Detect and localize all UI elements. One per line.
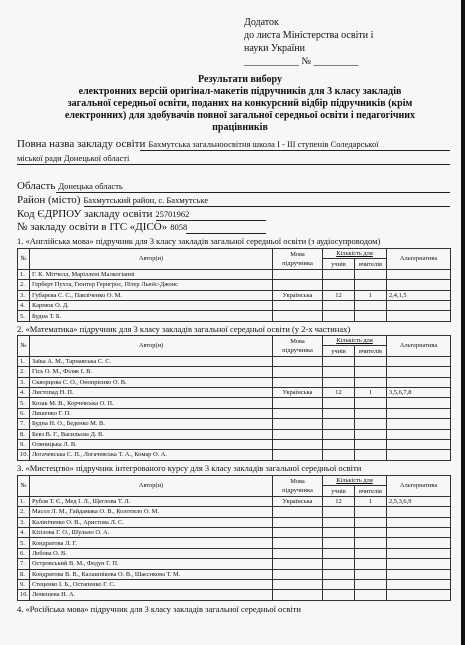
region-value: Донецька область	[58, 181, 123, 191]
title-line: загальної середньої освіти, поданих на конкурсний відбір підручників (крім	[67, 98, 413, 109]
row-number: 7.	[18, 559, 30, 569]
row-lang	[273, 450, 323, 460]
row-author: Рубля Т. Є., Мед І. Л., Щеглова Т. Л.	[30, 496, 273, 506]
row-teachers	[355, 439, 387, 449]
row-alt	[387, 590, 451, 600]
row-teachers	[355, 507, 387, 517]
row-number: 6.	[18, 408, 30, 418]
col-pupils: учнів	[323, 486, 355, 496]
table-row	[18, 450, 451, 460]
row-lang	[273, 419, 323, 429]
col-alternative: Альтернатива	[387, 476, 451, 497]
row-lang: Українська	[273, 496, 323, 506]
table-row	[18, 290, 451, 300]
row-alt	[387, 398, 451, 408]
row-author: Лобова О. В.	[30, 548, 273, 558]
row-number: 10.	[18, 450, 30, 460]
section-4-title: 4. «Російська мова» підручник для 3 класу закладів загальної середньої освіти	[17, 604, 301, 614]
table-row	[18, 439, 451, 449]
row-lang	[273, 538, 323, 548]
row-teachers	[355, 300, 387, 310]
row-author: Г. К. Мітчелл, Маріллені Малкогіанні	[30, 269, 273, 279]
row-alt	[387, 356, 451, 366]
section-1-table	[17, 248, 451, 322]
scan-edge	[461, 0, 465, 645]
row-pupils	[323, 356, 355, 366]
row-pupils	[323, 269, 355, 279]
row-pupils	[323, 439, 355, 449]
table-row	[18, 559, 451, 569]
row-alt	[387, 450, 451, 460]
table-row	[18, 377, 451, 387]
row-author: Лемешева Н. А.	[30, 590, 273, 600]
row-lang: Українська	[273, 387, 323, 397]
row-teachers	[355, 429, 387, 439]
header-line: науки України	[244, 43, 305, 54]
district-value: Бахмутський район, с. Бахмутське	[83, 195, 209, 205]
row-pupils	[323, 450, 355, 460]
row-number: 4.	[18, 387, 30, 397]
appendix-header	[244, 16, 373, 68]
table-row	[18, 507, 451, 517]
row-alt: 2,4,1,5	[387, 290, 451, 300]
col-teachers: вчителів	[355, 346, 387, 356]
col-number: №	[18, 336, 30, 357]
table-row	[18, 387, 451, 397]
row-teachers	[355, 548, 387, 558]
row-lang	[273, 590, 323, 600]
row-lang	[273, 311, 323, 321]
row-lang	[273, 269, 323, 279]
section-2-table	[17, 335, 451, 461]
row-alt	[387, 280, 451, 290]
col-author: Автор(и)	[30, 476, 273, 497]
row-number: 4.	[18, 527, 30, 537]
table-row	[18, 590, 451, 600]
row-pupils: 12	[323, 496, 355, 506]
row-pupils	[323, 569, 355, 579]
col-teachers: вчителів	[355, 486, 387, 496]
row-alt	[387, 377, 451, 387]
col-alternative: Альтернатива	[387, 249, 451, 270]
row-alt	[387, 507, 451, 517]
table-row	[18, 429, 451, 439]
row-lang	[273, 439, 323, 449]
col-language: Мова підручника	[273, 249, 323, 270]
row-pupils	[323, 377, 355, 387]
table-row	[18, 517, 451, 527]
row-teachers	[355, 450, 387, 460]
row-teachers	[355, 590, 387, 600]
row-number: 7.	[18, 419, 30, 429]
row-alt	[387, 311, 451, 321]
row-teachers: 1	[355, 496, 387, 506]
section-3-title: 3. «Мистецтво» підручник інтегрованого курсу для 3 класу закладів загальної середньої освіти	[17, 463, 362, 473]
row-number: 5.	[18, 311, 30, 321]
row-teachers	[355, 559, 387, 569]
underline	[17, 164, 450, 165]
row-pupils: 12	[323, 290, 355, 300]
row-teachers	[355, 311, 387, 321]
row-teachers	[355, 408, 387, 418]
title-line: електронних) для здобувачів повної загальної середньої освіти і педагогічних	[64, 110, 416, 121]
row-alt	[387, 408, 451, 418]
itc-field	[17, 221, 187, 233]
school-name-value2: міської ради Донецької області	[17, 153, 130, 163]
row-teachers	[355, 280, 387, 290]
col-author: Автор(и)	[30, 249, 273, 270]
table-row	[18, 311, 451, 321]
row-pupils	[323, 548, 355, 558]
col-number: №	[18, 249, 30, 270]
row-number: 2.	[18, 507, 30, 517]
row-alt	[387, 527, 451, 537]
col-number: №	[18, 476, 30, 497]
document-title	[40, 74, 440, 134]
row-author: Кондратова Л. Г.	[30, 538, 273, 548]
table-row	[18, 569, 451, 579]
row-lang	[273, 507, 323, 517]
row-teachers	[355, 579, 387, 589]
row-number: 3.	[18, 377, 30, 387]
col-quantity: Кількість для	[323, 476, 387, 486]
itc-value: 8058	[170, 222, 188, 232]
col-pupils: учнів	[323, 259, 355, 269]
row-author: Оляницька Л. В.	[30, 439, 273, 449]
row-number: 8.	[18, 569, 30, 579]
table-row	[18, 398, 451, 408]
row-author: Козак М. В., Корчевська О. П.	[30, 398, 273, 408]
col-quantity: Кількість для	[323, 249, 387, 259]
col-language: Мова підручника	[273, 336, 323, 357]
row-lang	[273, 408, 323, 418]
row-lang	[273, 356, 323, 366]
school-name-label: Повна назва закладу освіти	[17, 138, 146, 150]
table-row	[18, 419, 451, 429]
row-alt: 3,5,6,7,8	[387, 387, 451, 397]
row-pupils	[323, 300, 355, 310]
row-author: Листопад Н. П.	[30, 387, 273, 397]
table-row	[18, 269, 451, 279]
title-line: електронних версій оригінал-макетів підручників для 3 класу закладів	[78, 86, 402, 97]
section-2-title: 2. «Математика» підручник для 3 класу закладів загальної середньої освіти (у 2-х частинах)	[17, 324, 351, 334]
school-name-field-cont	[17, 153, 129, 164]
row-author: Бевз В. Г., Васильєва Д. В.	[30, 429, 273, 439]
row-number: 3.	[18, 290, 30, 300]
row-alt	[387, 517, 451, 527]
row-pupils	[323, 507, 355, 517]
row-lang	[273, 579, 323, 589]
table-row	[18, 538, 451, 548]
row-number: 3.	[18, 517, 30, 527]
row-author: Островський В. М., Федун Г. П.	[30, 559, 273, 569]
row-alt	[387, 538, 451, 548]
row-number: 1.	[18, 269, 30, 279]
underline	[56, 192, 450, 193]
row-pupils	[323, 398, 355, 408]
row-author: Будна Т. Б.	[30, 311, 273, 321]
row-alt	[387, 579, 451, 589]
itc-label: № закладу освіти в ІТС «ДІСО»	[17, 221, 168, 233]
row-alt	[387, 548, 451, 558]
title-line: Результати вибору	[198, 74, 282, 85]
row-pupils	[323, 408, 355, 418]
row-pupils	[323, 367, 355, 377]
row-author: Масол Л. М., Гайдамака О. В., Колотило О. М.	[30, 507, 273, 517]
underline	[84, 206, 450, 207]
col-language: Мова підручника	[273, 476, 323, 497]
row-lang	[273, 548, 323, 558]
row-number: 1.	[18, 496, 30, 506]
row-lang	[273, 517, 323, 527]
row-author: Кондратова В. В., Калашнікова О. В., Шаєснкова Т. М.	[30, 569, 273, 579]
row-teachers	[355, 269, 387, 279]
table-row	[18, 527, 451, 537]
row-alt	[387, 559, 451, 569]
row-alt	[387, 419, 451, 429]
section-1-title: 1. «Англійська мова» підручник для 3 класу закладів загальної середньої освіти (з аудіосупроводом)	[17, 236, 381, 246]
row-lang: Українська	[273, 290, 323, 300]
row-author: Герберт Пухта, Гюнтер Гернгрос, Пітер Льюїс-Джонс	[30, 280, 273, 290]
row-pupils	[323, 517, 355, 527]
row-teachers: 1	[355, 290, 387, 300]
header-line: ___________ № _________	[244, 56, 359, 67]
edrpou-value: 25701962	[155, 209, 190, 219]
row-lang	[273, 559, 323, 569]
row-author: Гісь О. М., Філяк І. В.	[30, 367, 273, 377]
col-pupils: учнів	[323, 346, 355, 356]
row-number: 5.	[18, 398, 30, 408]
row-author: Губарєва С. С., Павліченко О. М.	[30, 290, 273, 300]
row-teachers	[355, 377, 387, 387]
region-field	[17, 180, 123, 192]
school-name-value: Бахмутська загальноосвітня школа І - ІІІ ступенів Соледарської	[148, 139, 379, 149]
row-number: 9.	[18, 439, 30, 449]
row-number: 2.	[18, 367, 30, 377]
row-teachers	[355, 527, 387, 537]
table-row	[18, 408, 451, 418]
row-alt	[387, 269, 451, 279]
row-author: Кізілова Г. О., Шульно О. А.	[30, 527, 273, 537]
row-number: 10.	[18, 590, 30, 600]
col-author: Автор(и)	[30, 336, 273, 357]
row-number: 1.	[18, 356, 30, 366]
row-alt	[387, 429, 451, 439]
row-pupils	[323, 538, 355, 548]
edrpou-field	[17, 208, 189, 220]
row-pupils	[323, 429, 355, 439]
row-alt	[387, 439, 451, 449]
table-row	[18, 280, 451, 290]
row-author: Лишенко Г. П.	[30, 408, 273, 418]
row-number: 8.	[18, 429, 30, 439]
row-author: Заїка А. М., Тарнавська С. С.	[30, 356, 273, 366]
region-label: Область	[17, 180, 56, 192]
table-row	[18, 356, 451, 366]
col-alternative: Альтернатива	[387, 336, 451, 357]
table-row	[18, 579, 451, 589]
table-row	[18, 496, 451, 506]
col-quantity: Кількість для	[323, 336, 387, 346]
row-author: Будна Н. О., Беденко М. В.	[30, 419, 273, 429]
row-teachers	[355, 569, 387, 579]
row-author: Карпюк О. Д.	[30, 300, 273, 310]
section-3-table	[17, 475, 451, 601]
row-number: 5.	[18, 538, 30, 548]
row-author: Стеценко І. Б., Остапенко Г. С.	[30, 579, 273, 589]
row-alt	[387, 569, 451, 579]
row-number: 2.	[18, 280, 30, 290]
row-number: 4.	[18, 300, 30, 310]
district-label: Район (місто)	[17, 194, 81, 206]
row-teachers: 1	[355, 387, 387, 397]
row-lang	[273, 527, 323, 537]
col-teachers: вчителів	[355, 259, 387, 269]
row-alt	[387, 300, 451, 310]
row-alt	[387, 367, 451, 377]
row-lang	[273, 377, 323, 387]
edrpou-label: Код ЄДРПОУ закладу освіти	[17, 208, 153, 220]
row-author: Калініченко О. В., Аристова Л. С.	[30, 517, 273, 527]
row-author: Логачевська С. П., Логачевська Т. А., Комар О. А.	[30, 450, 273, 460]
row-lang	[273, 300, 323, 310]
row-pupils	[323, 559, 355, 569]
row-teachers	[355, 367, 387, 377]
underline	[140, 150, 450, 151]
table-row	[18, 367, 451, 377]
row-teachers	[355, 517, 387, 527]
header-line: Додаток	[244, 17, 279, 28]
row-alt: 2,5,3,6,9	[387, 496, 451, 506]
row-teachers	[355, 419, 387, 429]
row-lang	[273, 569, 323, 579]
row-pupils	[323, 280, 355, 290]
row-lang	[273, 429, 323, 439]
table-row	[18, 300, 451, 310]
row-pupils	[323, 527, 355, 537]
row-pupils	[323, 419, 355, 429]
row-lang	[273, 367, 323, 377]
row-lang	[273, 398, 323, 408]
title-line: працівників	[212, 122, 268, 133]
row-lang	[273, 280, 323, 290]
row-author: Скворцова С. О., Онопрієнко О. В.	[30, 377, 273, 387]
table-row	[18, 548, 451, 558]
row-teachers	[355, 538, 387, 548]
header-line: до листа Міністерства освіти і	[244, 30, 374, 41]
row-teachers	[355, 356, 387, 366]
row-pupils	[323, 311, 355, 321]
row-pupils: 12	[323, 387, 355, 397]
row-pupils	[323, 590, 355, 600]
row-number: 6.	[18, 548, 30, 558]
row-teachers	[355, 398, 387, 408]
row-pupils	[323, 579, 355, 589]
row-number: 9.	[18, 579, 30, 589]
underline	[186, 233, 266, 234]
school-name-field	[17, 138, 379, 150]
district-field	[17, 194, 208, 206]
